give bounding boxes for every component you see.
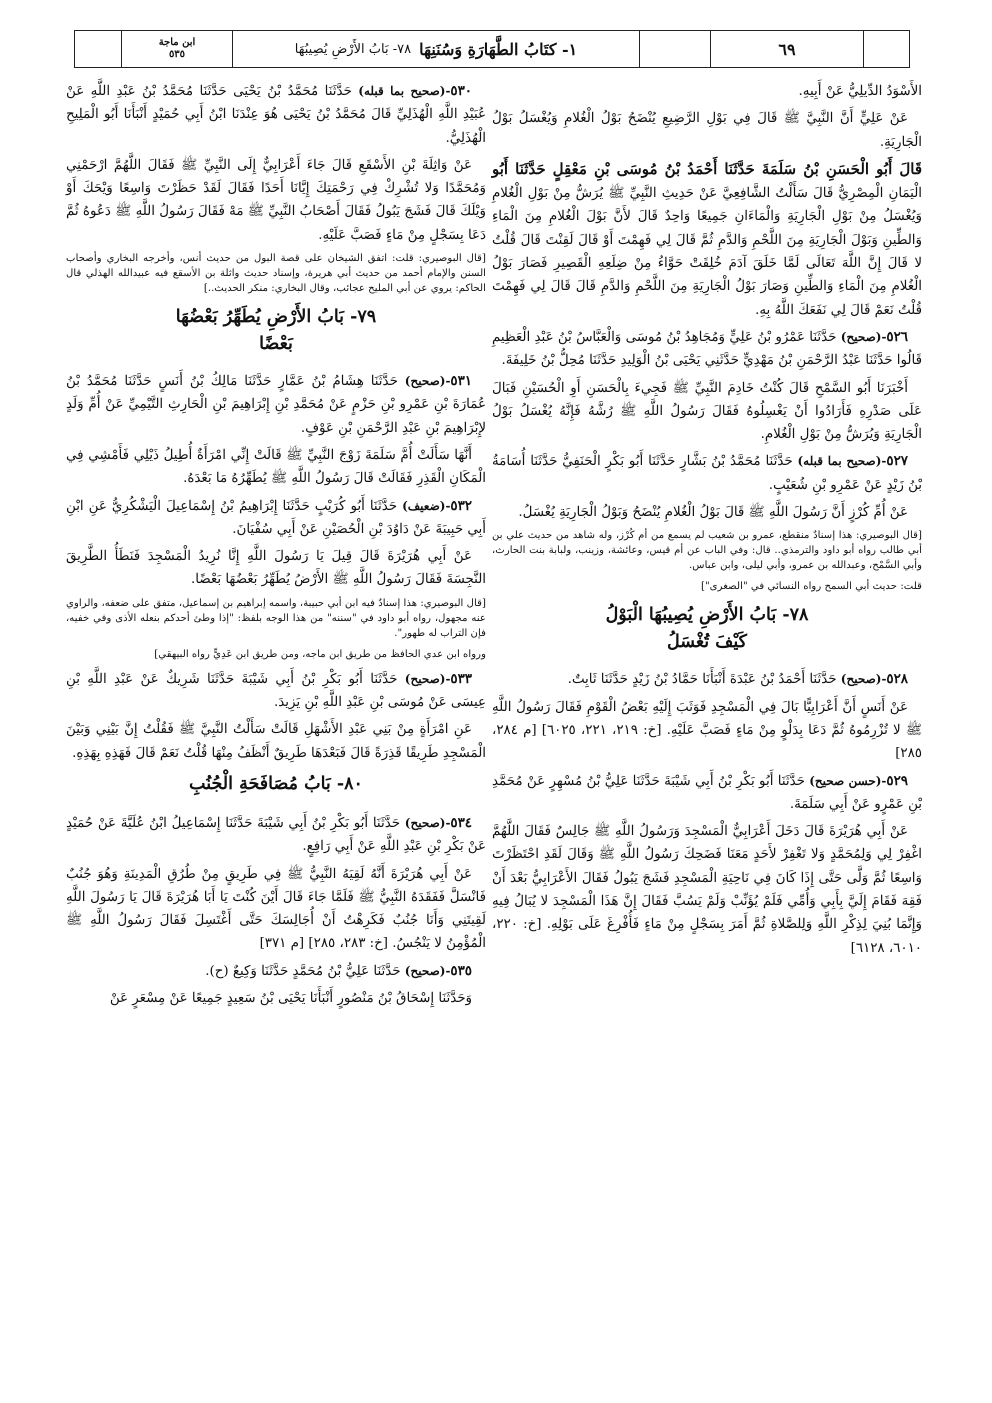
hadith-number: ٥٣٠ <box>450 83 472 99</box>
narration-lead: قَالَ أَبُو الْحَسَنِ بْنُ سَلَمَةَ حَدَّثَنَا أَحْمَدُ بْنُ مُوسَى بْنِ مَعْقِلٍ حَدَّثَنَا أَبُو <box>492 159 922 178</box>
hadith-532 <box>66 495 486 542</box>
hadith-528 <box>492 668 922 691</box>
hadith-matn: أَخْبَرَنَا أَبُو السَّمْحِ قَالَ كُنْتُ خَادِمَ النَّبِيِّ ﷺ فَجِيءَ بِالْحَسَنِ أَوِ الْحُسَيْنِ فَبَالَ عَلَى صَدْرِهِ فَأَرَادُوا أَنْ يَغْسِلُوهُ فَقَالَ رَسُولُ اللَّهِ ﷺ رُشَّهُ فَإِنَّهُ يُغْسَلُ بَوْلُ الْجَارِيَةِ وَيُرَشُّ مِنْ بَوْلِ الْغُلامِ. <box>492 380 922 443</box>
hadith-grade: -(صحيح بما قبله) <box>797 454 887 469</box>
hadith-number: ٥٢٦ <box>886 328 908 345</box>
hadith-isnad: حَدَّثَنَا أَحْمَدُ بْنُ عَبْدَةَ أَنْبَأَنَا حَمَّادُ بْنُ زَيْدٍ حَدَّثَنَا ثَابِتٌ. <box>567 672 837 688</box>
hadith-527 <box>492 450 922 497</box>
chapter-title: ٧٨- بَابُ الأَرْضِ يُصِيبُهَا <box>294 41 412 57</box>
hadith-533 <box>66 668 486 715</box>
footnote-busiri: [قال البوصيري: هذا إسنادٌ منقطع، عمرو بن شعيب لم يسمع من أم كُرْز، وله شاهد من حديث علي بن أبي طالب رواه أبو داود والترمذي.. قال: وفي الباب عن أم قيس، وعائشة، وزينب، ولبابة بنت الحارث، وأبي السَّمْح، وعبدالله بن عمرو، وأبي ليلى، وابن عباس. <box>492 530 922 572</box>
chapter-heading-80: ٨٠- بَابُ مُصَافَحَةِ الْجُنُبِ <box>189 773 363 794</box>
hadith-529 <box>492 770 922 817</box>
hadith-530 <box>66 80 486 150</box>
right-column <box>492 80 922 964</box>
hadith-number: ٥٢٧ <box>886 453 908 470</box>
hadith-isnad: حَدَّثَنَا مُحَمَّدُ بْنُ يَحْيَى حَدَّثَنَا مُحَمَّدُ بْنُ عَبْدِ اللَّهِ عَنْ عُبَيْدِ اللَّهِ الْهُذَلِيِّ قَالَ مُحَمَّدُ بْنُ يَحْيَى هُوَ عِنْدَنَا ابْنُ أَبِي حُمَيْدٍ أَنْبَأَنَا أَبُو الْمَلِيحِ الْهُذَلِيُّ. <box>66 84 486 146</box>
hadith-matn: عَنِ امْرَأَةٍ مِنْ بَنِي عَبْدِ الأَشْهَلِ قَالَتْ سَأَلْتُ النَّبِيَّ ﷺ فَقُلْتُ إِنَّ بَيْنِي وَبَيْنَ الْمَسْجِدِ طَرِيقًا قَذِرَةً قَالَ فَبَعْدَهَا طَرِيقٌ أَنْظَفُ مِنْهَا قُلْتُ نَعَمْ قَالَ فَهَذِهِ بِهَذِهِ. <box>66 722 486 761</box>
hadith-535 <box>66 960 486 983</box>
chapter-heading-78 <box>492 602 922 656</box>
hadith-matn: عَنْ وَاثِلَةَ بْنِ الأَسْقَعِ قَالَ جَاءَ أَعْرَابِيٌّ إِلَى النَّبِيِّ ﷺ فَقَالَ اللَّهُمَّ ارْحَمْنِي وَمُحَمَّدًا وَلا تُشْرِكْ فِي رَحْمَتِكَ إِيَّانَا أَحَدًا فَقَالَ لَقَدْ حَظَرْتَ وَاسِعًا وَيْحَكَ أَوْ وَيْلَكَ قَالَ فَشَجَ يَبُولُ فَقَالَ أَصْحَابُ النَّبِيِّ ﷺ مَهْ فَقَالَ رَسُولُ اللَّهِ ﷺ دَعُوهُ ثُمَّ دَعَا بِسَجْلٍ مِنْ مَاءٍ فَصَبَّ عَلَيْهِ. <box>66 157 486 243</box>
text-paragraph: الأَسْوَدُ الدِّيلِيُّ عَنْ أَبِيهِ. <box>798 84 922 99</box>
chapter-line: ٧٨- بَابُ الأَرْضِ يُصِيبُهَا الْبَوْلُ <box>605 605 809 626</box>
narration-body: الْيَمَانِ الْمِصْرِيُّ قَالَ سَأَلْتُ الشَّافِعِيَّ عَنْ حَدِيثِ النَّبِيِّ ﷺ يُرَشُّ مِنْ بَوْلِ الْغُلامِ وَيُغْسَلُ مِنْ بَوْلِ الْجَارِيَةِ وَالْمَاءَانِ جَمِيعًا وَاحِدٌ قَالَ لأَنَّ بَوْلَ الْغُلامِ مِنَ الْمَاءِ وَالطِّينِ وَبَوْلَ الْجَارِيَةِ مِنَ اللَّحْمِ وَالدَّمِ ثُمَّ قَالَ لِي فَهِمْتَ أَوْ قَالَ لَقِنْتَ قَالَ قُلْتُ لا قَالَ إِنَّ اللَّهَ تَعَالَى لَمَّا خَلَقَ آدَمَ خُلِقَتْ حَوَّاءُ مِنْ ضِلَعِهِ الْقَصِيرِ فَصَارَ بَوْلُ الْغُلامِ مِنَ الْمَاءِ وَالطِّينِ وَصَارَ بَوْلُ الْجَارِيَةِ مِنَ اللَّحْمِ وَالدَّمِ قَالَ قَالَ لِي فَهِمْتَ قُلْتُ نَعَمْ قَالَ لِي نَفَعَكَ اللَّهُ بِهِ. <box>492 186 922 318</box>
hadith-grade: -(صحيح) <box>404 963 451 978</box>
hadith-number: ٥٣٥ <box>450 962 472 979</box>
header-cell-empty <box>864 31 909 67</box>
source-page: ٥٣٥ <box>168 49 186 60</box>
hadith-526 <box>492 326 922 373</box>
hadith-isnad: حَدَّثَنَا أَبُو بَكْرِ بْنُ أَبِي شَيْبَةَ حَدَّثَنَا شَرِيكٌ عَنْ عَبْدِ اللَّهِ بْنِ عِيسَى عَنْ مُوسَى بْنِ عَبْدِ اللَّهِ بْنِ يَزِيدَ. <box>66 671 486 711</box>
chapter-line: ٧٩- بَابُ الأَرْضِ يُطَهِّرُ بَعْضُهَا <box>175 307 377 328</box>
source-name: ابن ماجة <box>158 37 196 48</box>
hadith-number: ٥٣٣ <box>450 670 472 687</box>
hadith-grade: -(صحيح بما قبله) <box>358 84 451 98</box>
footnote-532b: ورواه ابن عدي الحافظ من طريق ابن ماجه، ومن طريق ابن عَدِيٍّ رواه البيهقي] <box>154 648 486 660</box>
left-column <box>66 80 486 1014</box>
hadith-grade: -(صحيح) <box>404 671 451 686</box>
hadith-isnad: حَدَّثَنَا عَمْرُو بْنُ عَلِيٍّ وَمُجَاهِدُ بْنُ مُوسَى وَالْعَبَّاسُ بْنُ عَبْدِ الْعَظِيمِ قَالُوا حَدَّثَنَا عَبْدُ الرَّحْمَنِ بْنُ مَهْدِيٍّ حَدَّثَنِي يَحْيَى بْنُ الْوَلِيدِ حَدَّثَنَا مُحِلُّ بْنُ خَلِيفَةَ. <box>492 329 922 369</box>
hadith-matn: عَنْ أَنَسٍ أَنَّ أَعْرَابِيًّا بَالَ فِي الْمَسْجِدِ فَوَثَبَ إِلَيْهِ بَعْضُ الْقَوْمِ فَقَالَ رَسُولُ اللَّهِ ﷺ لا تُزْرِمُوهُ ثُمَّ دَعَا بِدَلْوٍ مِنْ مَاءٍ فَصَبَّ عَلَيْهِ. [خ: ٢١٩، ٢٢١، ٦٠٢٥] [م ٢٨٤، ٢٨٥] <box>492 699 922 762</box>
hadith-grade: -(صحيح) <box>404 815 451 830</box>
hadith-matn: عَنْ أُمِّ كُرْزٍ أَنَّ رَسُولَ اللَّهِ ﷺ قَالَ بَوْلُ الْغُلامِ يُنْضَحُ وَبَوْلُ الْجَارِيَةِ يُغْسَلُ. <box>518 505 908 521</box>
hadith-number: ٥٢٨ <box>886 671 908 688</box>
hadith-matn: وَحَدَّثَنَا إِسْحَاقُ بْنُ مَنْصُورٍ أَنْبَأَنَا يَحْيَى بْنُ سَعِيدٍ جَمِيعًا عَنْ مِسْعَرٍ عَنْ <box>109 991 472 1007</box>
chapter-line: بَعْضًا <box>259 334 293 355</box>
hadith-number: ٥٣١ <box>450 373 472 390</box>
hadith-matn: عَنْ عَلِيٍّ أَنَّ النَّبِيَّ ﷺ قَالَ فِي بَوْلِ الرَّضِيعِ يُنْضَحُ بَوْلُ الْغُلامِ وَيُغْسَلُ بَوْلُ الْجَارِيَةِ. <box>492 111 922 150</box>
hadith-grade: -(ضعيف) <box>402 498 451 513</box>
hadith-block <box>492 158 922 322</box>
hadith-number: ٥٣٢ <box>450 497 472 514</box>
footnote-530: [قال البوصيري: قلت: اتفق الشيخان على قصة البول من حديث أنس، وأخرجه البخاري وأصحاب السنن والإمام أحمد من حديث أبي هريرة، وإسناد حديث واثلة بن الأسقع فيه عبيدالله الهذلي قال الحاكم: يروي عن أبي المليح عجائب، وقال البخاري: منكر الحديث..] <box>66 253 486 295</box>
header-source <box>122 31 233 67</box>
hadith-534 <box>66 812 486 859</box>
hadith-grade: -(صحيح) <box>840 672 887 687</box>
footnote-qultu: قلت: حديث أبي السمح رواه النسائي في "الصغرى"] <box>701 581 922 593</box>
header-cell-empty <box>75 31 122 67</box>
header-title <box>233 31 640 67</box>
hadith-isnad: حَدَّثَنَا هِشَامُ بْنُ عَمَّارٍ حَدَّثَنَا مَالِكُ بْنُ أَنَسٍ حَدَّثَنَا مُحَمَّدُ بْنُ عُمَارَةَ بْنِ عَمْرِو بْنِ حَزْمٍ عَنْ مُحَمَّدِ بْنِ إِبْرَاهِيمَ بْنِ الْحَارِثِ التَّيْمِيِّ عَنْ أُمِّ وَلَدٍ لإِبْرَاهِيمَ بْنِ عَبْدِ الرَّحْمَنِ بْنِ عَوْفٍ. <box>66 374 486 436</box>
hadith-matn: عَنْ أَبِي هُرَيْرَةَ قَالَ دَخَلَ أَعْرَابِيٌّ الْمَسْجِدَ وَرَسُولُ اللَّهِ ﷺ جَالِسٌ فَقَالَ اللَّهُمَّ اغْفِرْ لِي وَلِمُحَمَّدٍ وَلا تَغْفِرْ لأَحَدٍ مَعَنَا فَضَحِكَ رَسُولُ اللَّهِ ﷺ وَقَالَ لَقَدِ احْتَظَرْتَ وَاسِعًا ثُمَّ وَلَّى حَتَّى إِذَا كَانَ فِي نَاحِيَةِ الْمَسْجِدِ فَشَجَ يَبُولُ فَقَالَ الأَعْرَابِيُّ بَعْدَ أَنْ فَقِهَ فَقَامَ إِلَيَّ بِأَبِي وَأُمِّي فَلَمْ يُؤَنِّبْ وَلَمْ يَسُبَّ فَقَالَ إِنَّ هَذَا الْمَسْجِدَ لا يُبَالُ فِيهِ وَإِنَّمَا بُنِيَ لِذِكْرِ اللَّهِ وَلِلصَّلاةِ ثُمَّ أَمَرَ بِسَجْلٍ مِنْ مَاءٍ فَأُفْرِغَ عَلَى بَوْلِهِ. [خ: ٢٢٠، ٦٠١٠، ٦١٢٨] <box>492 824 922 956</box>
hadith-isnad: حَدَّثَنَا أَبُو بَكْرِ بْنُ أَبِي شَيْبَةَ حَدَّثَنَا عَلِيُّ بْنُ مُسْهِرٍ عَنْ مُحَمَّدِ بْنِ عَمْرٍو عَنْ أَبِي سَلَمَةَ. <box>492 773 922 812</box>
chapter-heading-79 <box>66 304 486 358</box>
hadith-matn: عَنْ أَبِي هُرَيْرَةَ أَنَّهُ لَقِيَهُ النَّبِيُّ ﷺ فِي طَرِيقٍ مِنْ طُرُقِ الْمَدِينَةِ وَهُوَ جُنُبٌ فَانْسَلَّ فَفَقَدَهُ النَّبِيُّ ﷺ فَلَمَّا جَاءَ قَالَ أَيْنَ كُنْتَ يَا أَبَا هُرَيْرَةَ قَالَ يَا رَسُولَ اللَّهِ لَقِيتَنِي وَأَنَا جُنُبٌ فَكَرِهْتُ أَنْ أُجَالِسَكَ حَتَّى أَغْتَسِلَ فَقَالَ رَسُولُ اللَّهِ ﷺ الْمُؤْمِنُ لا يَنْجُسُ. [خ: ٢٨٣، ٢٨٥] [م ٣٧١] <box>66 866 486 952</box>
hadith-number: ٥٢٩ <box>886 772 908 789</box>
hadith-grade: -(صحيح) <box>840 329 887 344</box>
hadith-isnad: حَدَّثَنَا مُحَمَّدُ بْنُ بَشَّارٍ حَدَّثَنَا أَبُو بَكْرٍ الْحَنَفِيُّ حَدَّثَنَا أُسَامَةُ بْنُ زَيْدٍ عَنْ عَمْرِو بْنِ شُعَيْبٍ. <box>492 454 922 493</box>
hadith-matn: أَنَّهَا سَأَلَتْ أُمَّ سَلَمَةَ زَوْجَ النَّبِيِّ ﷺ قَالَتْ إِنِّي امْرَأَةٌ أُطِيلُ ذَيْلِي فَأَمْشِي فِي الْمَكَانِ الْقَذِرِ فَقَالَتْ قَالَ رَسُولُ اللَّهِ ﷺ يُطَهِّرُهُ مَا بَعْدَهُ. <box>66 447 486 487</box>
hadith-number: ٥٣٤ <box>450 814 472 831</box>
hadith-isnad: حَدَّثَنَا عَلِيُّ بْنُ مُحَمَّدٍ حَدَّثَنَا وَكِيعٌ (ح). <box>205 963 401 979</box>
hadith-isnad: حَدَّثَنَا أَبُو كُرَيْبٍ حَدَّثَنَا إِبْرَاهِيمُ بْنُ إِسْمَاعِيلَ الْيَشْكُرِيُّ عَنِ ابْنِ أَبِي حَبِيبَةَ عَنْ دَاوُدَ بْنِ الْحُصَيْنِ عَنْ أَبِي سُفْيَانَ. <box>66 498 486 537</box>
book-title: ١- كتَابُ الطَّهَارَةِ وَسُنَنِهَا <box>419 39 578 59</box>
chapter-line: كَيْفَ تُغْسَلُ <box>667 632 747 653</box>
hadith-531 <box>66 370 486 440</box>
footnote-532: [قال البوصيري: هذا إسنادٌ فيه ابن أبي حبيبة، واسمه إبراهيم بن إسماعيل، متفق على ضعفه، والراوي عنه مجهول، رواه أبو داود في "سننه" من هذا الوجه بلفظ: "إذا وطئ أحدكم بنعله الأذى وفي خفيه، فإن التراب له طهور". <box>66 597 486 639</box>
page-number: ٦٩ <box>711 31 864 67</box>
hadith-matn: عَنْ أَبِي هُرَيْرَةَ قَالَ قِيلَ يَا رَسُولَ اللَّهِ إِنَّا نُرِيدُ الْمَسْجِدَ فَنَطَأُ الطَّرِيقَ النَّجِسَةَ فَقَالَ رَسُولُ اللَّهِ ﷺ الأَرْضُ يُطَهِّرُ بَعْضُهَا بَعْضًا. <box>66 549 486 588</box>
hadith-grade: -(حسن صحيح) <box>809 773 887 788</box>
page-header <box>74 30 910 68</box>
hadith-isnad: حَدَّثَنَا أَبُو بَكْرِ بْنُ أَبِي شَيْبَةَ حَدَّثَنَا إِسْمَاعِيلُ ابْنُ عُلَيَّةَ عَنْ حُمَيْدٍ عَنْ بَكْرِ بْنِ عَبْدِ اللَّهِ عَنْ أَبِي رَافِعٍ. <box>66 815 486 855</box>
header-cell-empty <box>640 31 711 67</box>
hadith-grade: -(صحيح) <box>404 374 451 389</box>
